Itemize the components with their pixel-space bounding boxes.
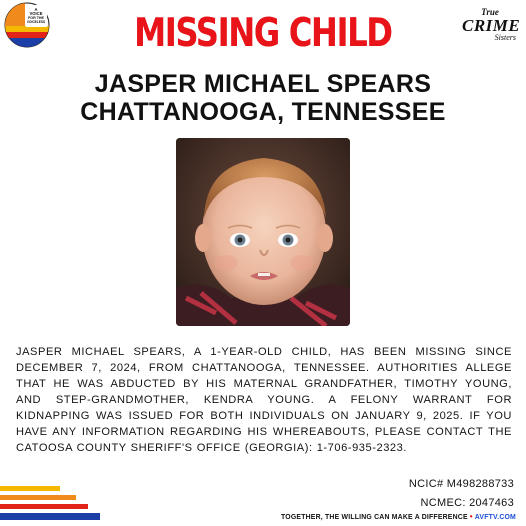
child-location: CHATTANOOGA, TENNESSEE — [80, 98, 446, 126]
ncic-number: NCIC# M498288733 — [408, 478, 514, 490]
case-identifiers — [409, 475, 514, 513]
brand-line-1: True — [481, 7, 499, 17]
stripe-orange — [0, 495, 76, 500]
tagline-separator: • — [469, 512, 473, 521]
child-name-block — [0, 70, 526, 126]
svg-text:VOICELESS: VOICELESS — [26, 20, 46, 24]
child-name: JASPER MICHAEL SPEARS — [94, 70, 432, 98]
ncmec-number: NCMEC: 2047463 — [420, 497, 514, 509]
brand-line-2: CRIME — [462, 16, 521, 35]
stripe-yellow — [0, 486, 60, 491]
stripe-blue — [0, 513, 100, 520]
website-link[interactable]: AVFTV.COM — [474, 514, 516, 521]
decorative-stripes — [0, 486, 110, 526]
missing-child-headline: MISSING CHILD — [134, 11, 392, 56]
case-description: JASPER MICHAEL SPEARS, A 1-YEAR-OLD CHILD, HAS BEEN MISSING SINCE DECEMBER 7, 2024, FROM CHATTANOOGA, TENNESSEE. AUTHORITIES ALLEGE THAT HE WAS ABDUCTED BY HIS MATERNAL GRANDFATHER, TIMOTHY YOUNG, AND STEP-GRANDMOTHER, KENDRA YOUNG. A FELONY WARRANT FOR KIDNAPPING WAS ISSUED FOR BOTH INDIVIDUALS ON JANUARY 9, 2025. IF YOU HAVE ANY INFORMATION REGARDING HIS WHEREABOUTS, PLEASE CONTACT THE CATOOSA COUNTY SHERIFF'S OFFICE (GEORGIA): 1-706-935-2323. — [16, 346, 512, 454]
stripe-red — [0, 504, 88, 509]
voice-for-the-voiceless-logo — [4, 2, 50, 48]
brand-line-3: Sisters — [494, 33, 516, 42]
svg-text:A: A — [34, 7, 38, 12]
child-photo — [176, 138, 350, 326]
tagline-text: TOGETHER, THE WILLING CAN MAKE A DIFFERENCE — [281, 514, 468, 521]
svg-text:VOICE: VOICE — [29, 11, 43, 16]
svg-text:FOR THE: FOR THE — [28, 16, 44, 20]
footer-tagline — [281, 512, 516, 521]
